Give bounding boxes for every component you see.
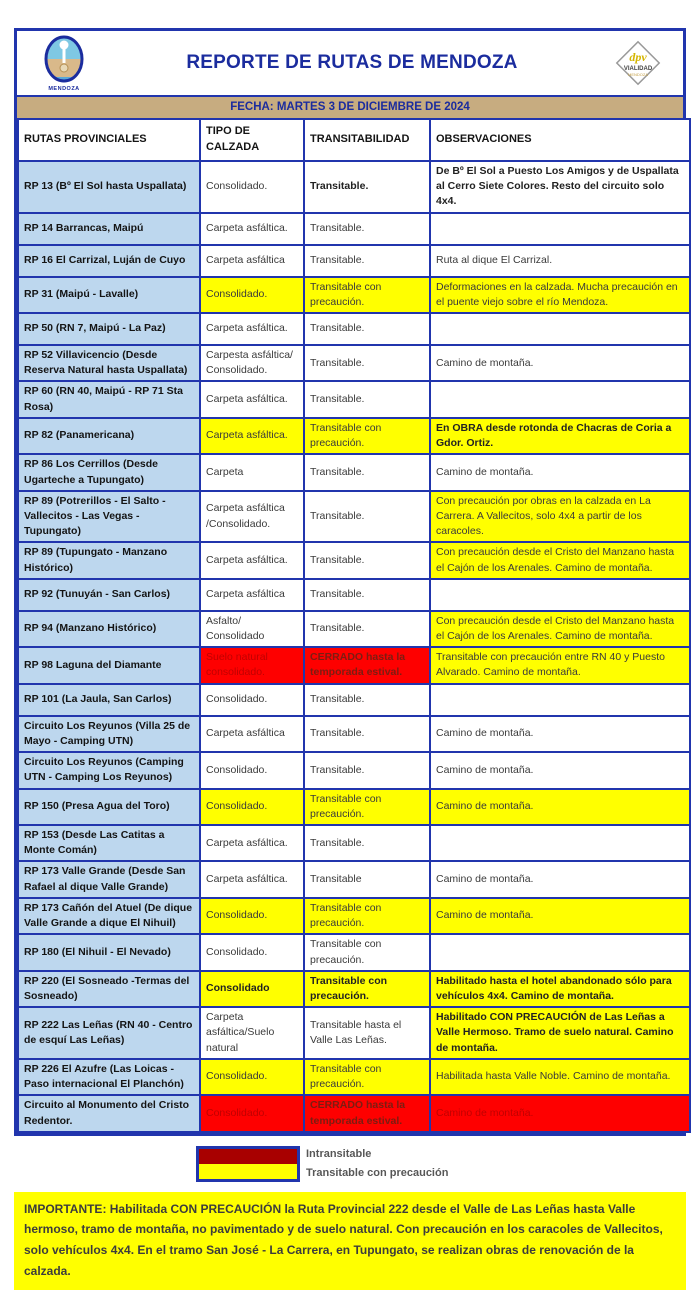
table-row	[18, 1095, 690, 1131]
observaciones-cell	[430, 684, 690, 716]
transitabilidad-cell: Transitable.	[304, 684, 430, 716]
calzada-cell: Carpeta asfáltica.	[200, 825, 304, 861]
observaciones-cell: Ruta al dique El Carrizal.	[430, 245, 690, 277]
table-row	[18, 161, 690, 213]
table-row	[18, 684, 690, 716]
observaciones-cell	[430, 579, 690, 611]
column-header-rutas: RUTAS PROVINCIALES	[18, 119, 200, 161]
transitabilidad-cell: Transitable.	[304, 454, 430, 490]
observaciones-cell	[430, 313, 690, 345]
routes-table	[17, 118, 691, 1133]
observaciones-cell: Con precaución desde el Cristo del Manzano hasta el Cajón de los Arenales. Camino de montaña.	[430, 542, 690, 578]
calzada-cell: Carpeta asfáltica	[200, 245, 304, 277]
calzada-cell: Carpeta asfáltica.	[200, 381, 304, 417]
route-name-cell: RP 86 Los Cerrillos (Desde Ugarteche a Tupungato)	[18, 454, 200, 490]
route-name-cell: RP 153 (Desde Las Catitas a Monte Comán)	[18, 825, 200, 861]
calzada-cell: Consolidado.	[200, 1095, 304, 1131]
transitabilidad-cell: Transitable con precaución.	[304, 934, 430, 970]
table-row	[18, 213, 690, 245]
route-name-cell: RP 226 El Azufre (Las Loicas - Paso internacional El Planchón)	[18, 1059, 200, 1095]
observaciones-cell	[430, 213, 690, 245]
observaciones-cell: Deformaciones en la calzada. Mucha precaución en el puente viejo sobre el río Mendoza.	[430, 277, 690, 313]
calzada-cell: Consolidado.	[200, 1059, 304, 1095]
transitabilidad-cell: Transitable con precaución.	[304, 418, 430, 454]
route-name-cell: RP 31 (Maipú - Lavalle)	[18, 277, 200, 313]
route-name-cell: RP 89 (Potrerillos - El Salto - Vallecitos - Las Vegas -Tupungato)	[18, 491, 200, 543]
table-row	[18, 381, 690, 417]
table-row	[18, 491, 690, 543]
mendoza-shield-icon	[42, 35, 86, 85]
date-bar: FECHA: MARTES 3 DE DICIEMBRE DE 2024	[17, 95, 683, 118]
legend-label-intransitable: Intransitable	[306, 1147, 372, 1160]
transitabilidad-cell: Transitable.	[304, 313, 430, 345]
calzada-cell: Carpeta asfáltica	[200, 579, 304, 611]
svg-text:MENDOZA: MENDOZA	[628, 72, 648, 77]
transitabilidad-cell: Transitable.	[304, 611, 430, 647]
column-header-transitabilidad: TRANSITABILIDAD	[304, 119, 430, 161]
transitabilidad-cell: Transitable.	[304, 752, 430, 788]
observaciones-cell: Con precaución por obras en la calzada en La Carrera. A Vallecitos, solo 4x4 a partir de los caracoles.	[430, 491, 690, 543]
route-name-cell: RP 222 Las Leñas (RN 40 - Centro de esquí Las Leñas)	[18, 1007, 200, 1059]
table-row	[18, 277, 690, 313]
transitabilidad-cell: Transitable con precaución.	[304, 1059, 430, 1095]
route-name-cell: RP 94 (Manzano Histórico)	[18, 611, 200, 647]
route-name-cell: RP 52 Villavicencio (Desde Reserva Natural hasta Uspallata)	[18, 345, 200, 381]
transitabilidad-cell: Transitable con precaución.	[304, 789, 430, 825]
legend	[196, 1146, 686, 1182]
mendoza-logo-caption: MENDOZA	[48, 85, 80, 92]
route-name-cell: RP 98 Laguna del Diamante	[18, 647, 200, 683]
observaciones-cell: Camino de montaña.	[430, 861, 690, 897]
routes-tbody	[18, 161, 690, 1132]
route-name-cell: Circuito al Monumento del Cristo Redentor.	[18, 1095, 200, 1131]
observaciones-cell: En OBRA desde rotonda de Chacras de Coria a Gdor. Ortiz.	[430, 418, 690, 454]
observaciones-cell: Habilitado CON PRECAUCIÓN de Las Leñas a Valle Hermoso. Tramo de suelo natural. Camino de montaña.	[430, 1007, 690, 1059]
observaciones-cell	[430, 381, 690, 417]
table-row	[18, 313, 690, 345]
observaciones-cell: Habilitado hasta el hotel abandonado sólo para vehículos 4x4. Camino de montaña.	[430, 971, 690, 1007]
transitabilidad-cell: CERRADO hasta la temporada estival.	[304, 1095, 430, 1131]
calzada-cell: Consolidado.	[200, 934, 304, 970]
calzada-cell: Carpeta asfáltica/Suelo natural	[200, 1007, 304, 1059]
precaucion-swatch	[199, 1164, 297, 1179]
route-name-cell: RP 92 (Tunuyán - San Carlos)	[18, 579, 200, 611]
calzada-cell: Suelo natural consolidado.	[200, 647, 304, 683]
report-sheet	[14, 28, 686, 1290]
observaciones-cell: Camino de montaña.	[430, 1095, 690, 1131]
legend-labels	[300, 1146, 448, 1182]
vialidad-diamond-icon	[607, 32, 669, 94]
observaciones-cell: Camino de montaña.	[430, 454, 690, 490]
route-name-cell: RP 180 (El Nihuil - El Nevado)	[18, 934, 200, 970]
table-row	[18, 752, 690, 788]
observaciones-cell: Camino de montaña.	[430, 345, 690, 381]
table-row	[18, 245, 690, 277]
table-row	[18, 454, 690, 490]
transitabilidad-cell: Transitable.	[304, 491, 430, 543]
table-row	[18, 1059, 690, 1095]
calzada-cell: Consolidado.	[200, 161, 304, 213]
route-name-cell: RP 220 (El Sosneado -Termas del Sosneado)	[18, 971, 200, 1007]
transitabilidad-cell: Transitable.	[304, 381, 430, 417]
calzada-cell: Carpeta asfáltica	[200, 716, 304, 752]
calzada-cell: Carpeta asfáltica.	[200, 861, 304, 897]
transitabilidad-cell: Transitable con precaución.	[304, 277, 430, 313]
intransitable-swatch	[199, 1149, 297, 1164]
observaciones-cell: Camino de montaña.	[430, 716, 690, 752]
transitabilidad-cell: Transitable.	[304, 825, 430, 861]
svg-text:dpv: dpv	[629, 50, 647, 64]
calzada-cell: Consolidado.	[200, 277, 304, 313]
table-row	[18, 579, 690, 611]
calzada-cell: Carpeta asfáltica.	[200, 418, 304, 454]
transitabilidad-cell: CERRADO hasta la temporada estival.	[304, 647, 430, 683]
calzada-cell: Carpeta asfáltica.	[200, 213, 304, 245]
observaciones-cell: Con precaución desde el Cristo del Manzano hasta el Cajón de los Arenales. Camino de montaña.	[430, 611, 690, 647]
important-note: IMPORTANTE: Habilitada CON PRECAUCIÓN la Ruta Provincial 222 desde el Valle de Las Leñas hasta Valle hermoso, tramo de montaña, no pavimentado y de suelo natural. Con precaución en los caracoles de Vallecitos, solo vehículos 4x4. En el tramo San José - La Carrera, en Tupungato, se realizan obras de renovación de la calzada.	[14, 1192, 686, 1290]
transitabilidad-cell: Transitable.	[304, 161, 430, 213]
calzada-cell: Consolidado.	[200, 898, 304, 934]
table-header-row	[18, 119, 690, 161]
report-frame	[14, 28, 686, 1136]
table-row	[18, 934, 690, 970]
route-name-cell: RP 14 Barrancas, Maipú	[18, 213, 200, 245]
transitabilidad-cell: Transitable con precaución.	[304, 898, 430, 934]
table-row	[18, 971, 690, 1007]
observaciones-cell: Habilitada hasta Valle Noble. Camino de montaña.	[430, 1059, 690, 1095]
table-row	[18, 789, 690, 825]
table-row	[18, 898, 690, 934]
column-header-observaciones: OBSERVACIONES	[430, 119, 690, 161]
observaciones-cell: Camino de montaña.	[430, 752, 690, 788]
calzada-cell: Carpeta asfáltica.	[200, 313, 304, 345]
table-row	[18, 542, 690, 578]
observaciones-cell: Camino de montaña.	[430, 898, 690, 934]
route-name-cell: Circuito Los Reyunos (Villa 25 de Mayo - Camping UTN)	[18, 716, 200, 752]
vialidad-logo	[605, 32, 671, 94]
calzada-cell: Carpesta asfáltica/ Consolidado.	[200, 345, 304, 381]
route-name-cell: RP 150 (Presa Agua del Toro)	[18, 789, 200, 825]
legend-swatch-box	[196, 1146, 300, 1182]
calzada-cell: Consolidado.	[200, 684, 304, 716]
svg-text:VIALIDAD: VIALIDAD	[623, 66, 653, 72]
mendoza-shield-logo	[29, 35, 99, 92]
table-row	[18, 418, 690, 454]
table-row	[18, 861, 690, 897]
calzada-cell: Carpeta asfáltica /Consolidado.	[200, 491, 304, 543]
table-row	[18, 716, 690, 752]
route-name-cell: RP 50 (RN 7, Maipú - La Paz)	[18, 313, 200, 345]
route-name-cell: RP 173 Cañón del Atuel (De dique Valle Grande a dique El Nihuil)	[18, 898, 200, 934]
calzada-cell: Consolidado.	[200, 752, 304, 788]
transitabilidad-cell: Transitable	[304, 861, 430, 897]
table-row	[18, 1007, 690, 1059]
observaciones-cell: Camino de montaña.	[430, 789, 690, 825]
page-title: REPORTE DE RUTAS DE MENDOZA	[186, 52, 518, 73]
route-name-cell: RP 82 (Panamericana)	[18, 418, 200, 454]
route-name-cell: Circuito Los Reyunos (Camping UTN - Camping Los Reyunos)	[18, 752, 200, 788]
route-name-cell: RP 89 (Tupungato - Manzano Histórico)	[18, 542, 200, 578]
table-row	[18, 345, 690, 381]
route-name-cell: RP 173 Valle Grande (Desde San Rafael al dique Valle Grande)	[18, 861, 200, 897]
table-row	[18, 825, 690, 861]
transitabilidad-cell: Transitable.	[304, 716, 430, 752]
calzada-cell: Carpeta	[200, 454, 304, 490]
calzada-cell: Asfalto/ Consolidado	[200, 611, 304, 647]
route-name-cell: RP 101 (La Jaula, San Carlos)	[18, 684, 200, 716]
calzada-cell: Carpeta asfáltica.	[200, 542, 304, 578]
report-header	[17, 31, 683, 95]
observaciones-cell: Transitable con precaución entre RN 40 y Puesto Alvarado. Camino de montaña.	[430, 647, 690, 683]
transitabilidad-cell: Transitable con precaución.	[304, 971, 430, 1007]
transitabilidad-cell: Transitable.	[304, 542, 430, 578]
observaciones-cell	[430, 825, 690, 861]
calzada-cell: Consolidado	[200, 971, 304, 1007]
route-name-cell: RP 60 (RN 40, Maipú - RP 71 Sta Rosa)	[18, 381, 200, 417]
transitabilidad-cell: Transitable.	[304, 579, 430, 611]
route-name-cell: RP 16 El Carrizal, Luján de Cuyo	[18, 245, 200, 277]
transitabilidad-cell: Transitable.	[304, 345, 430, 381]
transitabilidad-cell: Transitable.	[304, 245, 430, 277]
transitabilidad-cell: Transitable.	[304, 213, 430, 245]
table-row	[18, 611, 690, 647]
observaciones-cell	[430, 934, 690, 970]
table-row	[18, 647, 690, 683]
route-name-cell: RP 13 (Bº El Sol hasta Uspallata)	[18, 161, 200, 213]
observaciones-cell: De Bº El Sol a Puesto Los Amigos y de Uspallata al Cerro Siete Colores. Resto del circuito solo 4x4.	[430, 161, 690, 213]
legend-label-precaucion: Transitable con precaución	[306, 1166, 449, 1179]
column-header-calzada: TIPO DE CALZADA	[200, 119, 304, 161]
transitabilidad-cell: Transitable hasta el Valle Las Leñas.	[304, 1007, 430, 1059]
calzada-cell: Consolidado.	[200, 789, 304, 825]
